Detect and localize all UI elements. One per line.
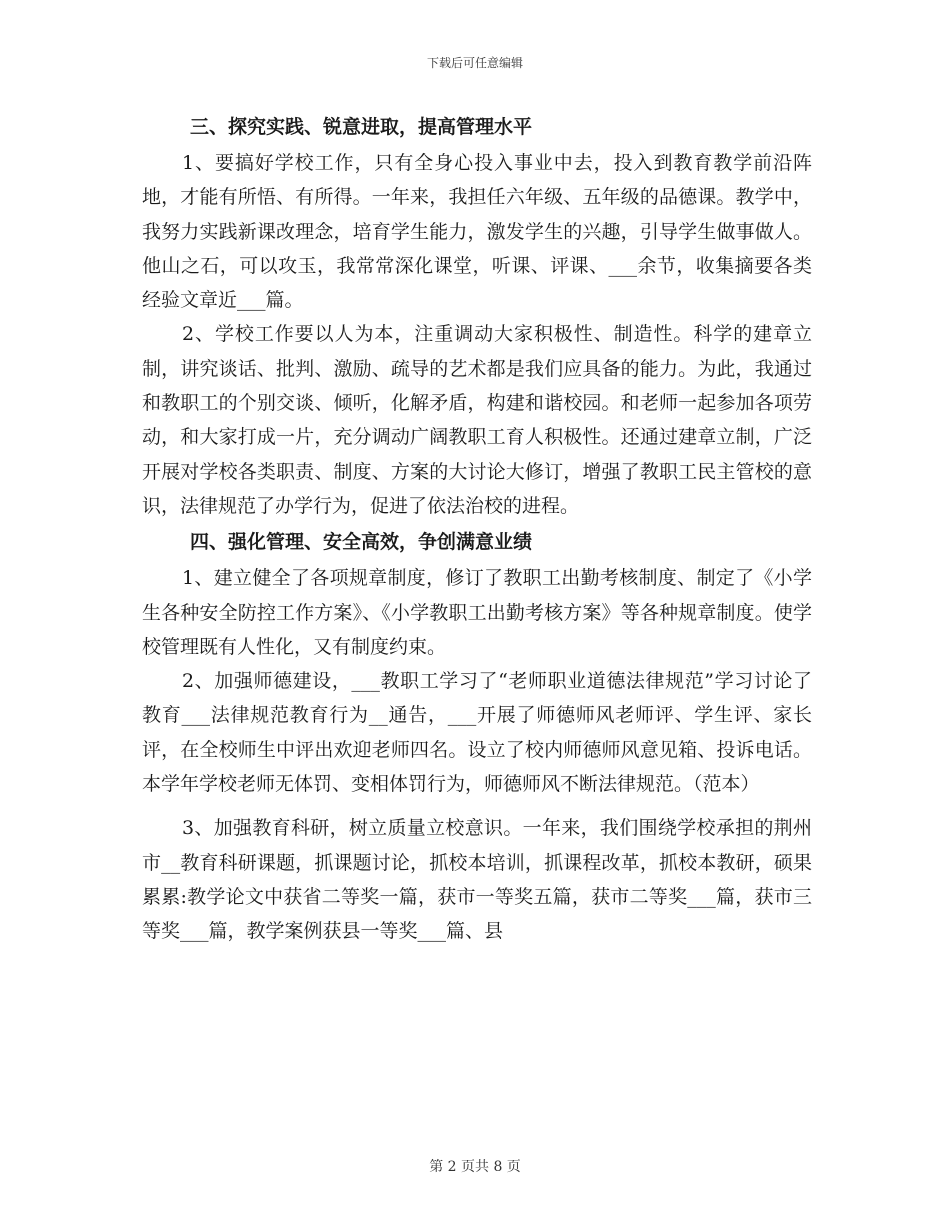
document-body bbox=[142, 108, 812, 949]
paragraph: 3、加强教育科研，树立质量立校意识。一年来，我们围绕学校承担的荆州市__教育科研课题，抓课题讨论，抓校本培训，抓课程改革，抓校本教研，硕果累累:教学论文中获省二等奖一篇，获市一等奖五篇，获市二等奖___篇，获市三等奖___篇，教学案例获县一等奖___篇、县 bbox=[142, 817, 812, 943]
page-number: 第 2 页共 8 页 bbox=[429, 1159, 521, 1175]
paragraph: 1、建立健全了各项规章制度，修订了教职工出勤考核制度、制定了《小学生各种安全防控工作方案》、《小学教职工出勤考核方案》等各种规章制度。使学校管理既有人性化，又有制度约束。 bbox=[142, 567, 812, 658]
paragraph: 2、学校工作要以人为本，注重调动大家积极性、制造性。科学的建章立制，讲究谈话、批判、激励、疏导的艺术都是我们应具备的能力。为此，我通过和教职工的个别交谈、倾听，化解矛盾，构建和谐校园。和老师一起参加各项劳动，和大家打成一片，充分调动广阔教职工育人积极性。还通过建章立制，广泛开展对学校各类职责、制度、方案的大讨论大修订，增强了教职工民主管校的意识，法律规范了办学行为，促进了依法治校的进程。 bbox=[142, 323, 812, 517]
section-heading: 三、探究实践、锐意进取，提高管理水平 bbox=[190, 116, 533, 138]
page-header: 下载后可任意编辑 bbox=[426, 56, 523, 70]
paragraph: 1、要搞好学校工作，只有全身心投入事业中去，投入到教育教学前沿阵地，才能有所悟、有所得。一年来，我担任六年级、五年级的品德课。教学中，我努力实践新课改理念，培育学生能力，激发学生的兴趣，引导学生做事做人。他山之石，可以攻玉，我常常深化课堂，听课、评课、___余节，收集摘要各类经验文章近___篇。 bbox=[142, 152, 812, 312]
section-heading: 四、强化管理、安全高效，争创满意业绩 bbox=[190, 531, 533, 554]
paragraph: 2、加强师德建设，___教职工学习了“老师职业道德法律规范”学习讨论了教育___法律规范教育行为__通告，___开展了师德师风老师评、学生评、家长评，在全校师生中评出欢迎老师四名。设立了校内师德师风意见箱、投诉电话。本学年学校老师无体罚、变相体罚行为，师德师风不断法律规范。（范本） bbox=[142, 670, 812, 796]
